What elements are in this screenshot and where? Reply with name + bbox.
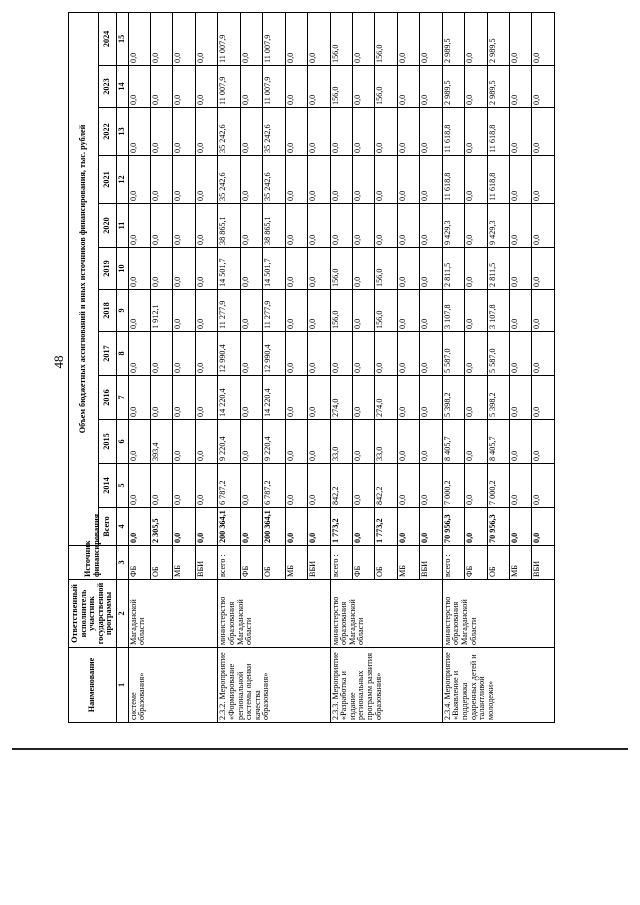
year-value-cell: 0,0 [151,204,173,248]
year-value-cell: 156,0 [330,66,352,108]
year-value-cell: 0,0 [397,464,419,508]
bottom-rule [12,748,628,750]
year-value-cell: 0,0 [375,204,397,248]
year-value-cell: 156,0 [375,248,397,290]
year-value-cell: 11 007,9 [218,66,240,108]
year-value-cell: 11 277,9 [263,290,285,332]
year-value-cell: 11 007,9 [263,66,285,108]
funding-source: ВБИ [195,546,217,580]
year-value-cell: 0,0 [173,12,195,65]
year-value-cell: 0,0 [151,332,173,376]
year-value-cell: 0,0 [308,290,330,332]
year-value-cell: 11 618,8 [487,156,509,204]
year-value-cell: 0,0 [285,420,307,464]
year-value-cell: 0,0 [510,66,532,108]
year-value-cell: 0,0 [173,248,195,290]
year-value-cell: 11 618,8 [487,108,509,156]
column-number: 7 [117,376,129,420]
year-value-cell: 0,0 [285,108,307,156]
funding-source: ОБ [487,546,509,580]
total-cell: 0,0 [397,508,419,546]
year-value-cell: 35 242,6 [218,156,240,204]
year-value-cell: 0,0 [397,332,419,376]
year-value-cell: 0,0 [173,290,195,332]
year-value-cell: 156,0 [375,290,397,332]
measure-name: системе образования» [128,648,218,723]
year-value-cell: 0,0 [397,204,419,248]
year-value-cell: 0,0 [352,420,374,464]
year-value-cell: 0,0 [330,108,352,156]
year-value-cell: 156,0 [330,290,352,332]
year-value-cell: 0,0 [420,12,442,65]
responsible-executor: министерство образования Магаданской области [442,580,554,648]
rotated-table-wrapper [68,13,555,723]
year-value-cell: 0,0 [240,464,262,508]
total-cell: 0,0 [510,508,532,546]
total-cell: 0,0 [195,508,217,546]
year-value-cell: 1 912,1 [151,290,173,332]
header-year: 2017 [99,332,117,376]
year-value-cell: 0,0 [532,156,555,204]
year-value-cell: 0,0 [151,376,173,420]
year-value-cell: 0,0 [375,156,397,204]
year-value-cell: 0,0 [397,12,419,65]
year-value-cell: 0,0 [308,108,330,156]
year-value-cell: 0,0 [128,108,150,156]
year-value-cell: 842,2 [330,464,352,508]
column-number: 6 [117,420,129,464]
year-value-cell: 0,0 [420,204,442,248]
year-value-cell: 35 242,6 [218,108,240,156]
year-value-cell: 0,0 [240,332,262,376]
year-value-cell: 0,0 [465,248,487,290]
total-cell: 0,0 [285,508,307,546]
header-year: 2018 [99,290,117,332]
total-cell: 1 773,2 [375,508,397,546]
year-value-cell: 3 107,8 [442,290,464,332]
year-value-cell: 0,0 [352,248,374,290]
responsible-executor: Магаданской области [128,580,218,648]
year-value-cell: 0,0 [151,108,173,156]
year-value-cell: 0,0 [510,204,532,248]
year-value-cell: 2 989,5 [442,66,464,108]
year-value-cell: 2 989,5 [442,12,464,65]
year-value-cell: 0,0 [308,248,330,290]
year-value-cell: 0,0 [465,376,487,420]
year-value-cell: 0,0 [285,332,307,376]
total-cell: 0,0 [240,508,262,546]
year-value-cell: 35 242,6 [263,108,285,156]
year-value-cell: 0,0 [128,376,150,420]
year-value-cell: 0,0 [128,420,150,464]
funding-source: ФБ [465,546,487,580]
year-value-cell: 0,0 [465,66,487,108]
year-value-cell: 0,0 [285,248,307,290]
year-value-cell: 0,0 [510,464,532,508]
year-value-cell: 5 587,0 [442,332,464,376]
measure-name: 2.3.3. Мероприятие «Разработка и издание региональных программ развития образования» [330,648,442,723]
year-value-cell: 0,0 [352,332,374,376]
year-value-cell: 11 618,8 [442,156,464,204]
year-value-cell: 0,0 [128,156,150,204]
funding-source: ОБ [151,546,173,580]
year-value-cell: 0,0 [420,420,442,464]
year-value-cell: 0,0 [330,332,352,376]
year-value-cell: 9 429,3 [487,204,509,248]
year-value-cell: 35 242,6 [263,156,285,204]
column-number: 15 [117,12,129,65]
financing-table [68,12,555,723]
total-cell: 1 773,2 [330,508,352,546]
year-value-cell: 0,0 [285,464,307,508]
year-value-cell: 2 989,5 [487,66,509,108]
column-number: 4 [117,508,129,546]
year-value-cell: 11 007,9 [218,12,240,65]
year-value-cell: 7 000,2 [442,464,464,508]
year-value-cell: 0,0 [240,156,262,204]
year-value-cell: 11 277,9 [218,290,240,332]
header-year: 2021 [99,156,117,204]
year-value-cell: 0,0 [173,332,195,376]
year-value-cell: 0,0 [173,66,195,108]
column-number: 9 [117,290,129,332]
year-value-cell: 0,0 [510,156,532,204]
year-value-cell: 0,0 [128,464,150,508]
year-value-cell: 0,0 [375,108,397,156]
year-value-cell: 7 000,2 [487,464,509,508]
column-number: 5 [117,464,129,508]
year-value-cell: 0,0 [151,12,173,65]
year-value-cell: 0,0 [308,420,330,464]
year-value-cell: 842,2 [375,464,397,508]
year-value-cell: 0,0 [128,332,150,376]
year-value-cell: 0,0 [532,290,555,332]
year-value-cell: 0,0 [240,108,262,156]
year-value-cell: 0,0 [397,420,419,464]
year-value-cell: 0,0 [510,12,532,65]
year-value-cell: 0,0 [420,108,442,156]
year-value-cell: 0,0 [151,66,173,108]
funding-source: ФБ [352,546,374,580]
year-value-cell: 0,0 [465,290,487,332]
year-value-cell: 0,0 [532,108,555,156]
year-value-cell: 14 220,4 [218,376,240,420]
total-cell: 200 364,1 [218,508,240,546]
year-value-cell: 0,0 [532,248,555,290]
year-value-cell: 0,0 [397,290,419,332]
year-value-cell: 6 787,2 [263,464,285,508]
year-value-cell: 3 107,8 [487,290,509,332]
year-value-cell: 0,0 [240,248,262,290]
year-value-cell: 0,0 [173,156,195,204]
funding-source: ФБ [128,546,150,580]
year-value-cell: 0,0 [352,156,374,204]
year-value-cell: 0,0 [151,464,173,508]
year-value-cell: 0,0 [285,290,307,332]
year-value-cell: 0,0 [240,204,262,248]
funding-source: всего : [218,546,240,580]
year-value-cell: 0,0 [151,248,173,290]
year-value-cell: 156,0 [330,248,352,290]
year-value-cell: 0,0 [195,376,217,420]
year-value-cell: 0,0 [195,204,217,248]
year-value-cell: 0,0 [128,12,150,65]
year-value-cell: 0,0 [240,12,262,65]
header-year: 2019 [99,248,117,290]
year-value-cell: 0,0 [240,66,262,108]
header-year: 2022 [99,108,117,156]
year-value-cell: 0,0 [308,66,330,108]
year-value-cell: 0,0 [352,12,374,65]
year-value-cell: 0,0 [308,464,330,508]
funding-source: ВБИ [532,546,555,580]
year-value-cell: 0,0 [195,464,217,508]
year-value-cell: 9 220,4 [263,420,285,464]
column-number: 1 [117,648,129,723]
total-cell: 0,0 [128,508,150,546]
year-value-cell: 0,0 [308,332,330,376]
year-value-cell: 14 501,7 [263,248,285,290]
year-value-cell: 0,0 [195,332,217,376]
year-value-cell: 0,0 [240,420,262,464]
header-year: 2023 [99,66,117,108]
year-value-cell: 0,0 [285,204,307,248]
year-value-cell: 156,0 [375,12,397,65]
year-value-cell: 0,0 [195,290,217,332]
year-value-cell: 0,0 [285,12,307,65]
funding-source: МБ [173,546,195,580]
year-value-cell: 0,0 [128,204,150,248]
year-value-cell: 0,0 [352,464,374,508]
header-year: 2016 [99,376,117,420]
year-value-cell: 0,0 [128,248,150,290]
measure-name: 2.3.2. Мероприятие «Формирование региональной системы оценки качества образования» [218,648,330,723]
header-year: 2014 [99,464,117,508]
year-value-cell: 0,0 [173,376,195,420]
column-number: 8 [117,332,129,376]
table-row [330,12,352,722]
year-value-cell: 0,0 [510,376,532,420]
column-number: 10 [117,248,129,290]
year-value-cell: 5 398,2 [487,376,509,420]
year-value-cell: 274,0 [330,376,352,420]
year-value-cell: 0,0 [128,66,150,108]
year-value-cell: 0,0 [465,156,487,204]
year-value-cell: 0,0 [330,156,352,204]
year-value-cell: 0,0 [352,108,374,156]
year-value-cell: 8 405,7 [487,420,509,464]
funding-source: МБ [397,546,419,580]
year-value-cell: 0,0 [510,108,532,156]
year-value-cell: 0,0 [532,464,555,508]
year-value-cell: 0,0 [397,66,419,108]
year-value-cell: 0,0 [397,156,419,204]
funding-source: всего : [330,546,352,580]
year-value-cell: 0,0 [352,66,374,108]
header-volume: Объем бюджетных ассигнований и иных источников финансирования, тыс. рублей [69,12,99,545]
year-value-cell: 38 865,1 [263,204,285,248]
column-number: 11 [117,204,129,248]
year-value-cell: 0,0 [195,420,217,464]
year-value-cell: 0,0 [532,12,555,65]
column-number: 3 [117,546,129,580]
year-value-cell: 156,0 [375,66,397,108]
year-value-cell: 0,0 [532,376,555,420]
year-value-cell: 0,0 [285,156,307,204]
year-value-cell: 0,0 [308,376,330,420]
header-year: 2020 [99,204,117,248]
header-name: Наименование [69,648,117,723]
year-value-cell: 2 811,5 [442,248,464,290]
year-value-cell: 0,0 [420,464,442,508]
year-value-cell: 11 007,9 [263,12,285,65]
year-value-cell: 9 429,3 [442,204,464,248]
year-value-cell: 11 618,8 [442,108,464,156]
year-value-cell: 9 220,4 [218,420,240,464]
year-value-cell: 12 990,4 [263,332,285,376]
year-value-cell: 0,0 [510,332,532,376]
page-number: 48 [51,355,66,369]
funding-source: ВБИ [420,546,442,580]
column-number: 14 [117,66,129,108]
year-value-cell: 0,0 [195,108,217,156]
year-value-cell: 0,0 [532,66,555,108]
year-value-cell: 0,0 [510,420,532,464]
year-value-cell: 0,0 [352,204,374,248]
funding-source: всего : [442,546,464,580]
year-value-cell: 0,0 [532,420,555,464]
total-cell: 70 956,3 [442,508,464,546]
year-value-cell: 0,0 [173,420,195,464]
year-value-cell: 0,0 [465,204,487,248]
year-value-cell: 0,0 [397,376,419,420]
year-value-cell: 0,0 [420,290,442,332]
year-value-cell: 0,0 [510,290,532,332]
year-value-cell: 0,0 [465,332,487,376]
funding-source: МБ [285,546,307,580]
table-row [442,12,464,722]
year-value-cell: 0,0 [195,12,217,65]
year-value-cell: 0,0 [465,12,487,65]
year-value-cell: 0,0 [240,376,262,420]
year-value-cell: 0,0 [420,376,442,420]
year-value-cell: 0,0 [308,204,330,248]
year-value-cell: 0,0 [240,290,262,332]
responsible-executor: министерство образования Магаданской области [218,580,330,648]
table-row [128,12,150,722]
year-value-cell: 0,0 [532,204,555,248]
year-value-cell: 0,0 [375,332,397,376]
year-value-cell: 0,0 [397,248,419,290]
total-cell: 200 364,1 [263,508,285,546]
year-value-cell: 14 501,7 [218,248,240,290]
table-row [218,12,240,722]
year-value-cell: 0,0 [420,332,442,376]
header-source: Источник финансирования [69,546,117,580]
responsible-executor: министерство образования Магаданской области [330,580,442,648]
year-value-cell: 8 405,7 [442,420,464,464]
total-cell: 0,0 [420,508,442,546]
measure-name: 2.3.4. Мероприятие «Выявление и поддержка одаренных детей и талантливой молодежи» [442,648,554,723]
funding-source: ФБ [240,546,262,580]
year-value-cell: 0,0 [308,156,330,204]
header-total: Всего [99,508,117,546]
year-value-cell: 0,0 [420,248,442,290]
year-value-cell: 0,0 [173,204,195,248]
total-cell: 0,0 [465,508,487,546]
year-value-cell: 33,0 [375,420,397,464]
year-value-cell: 0,0 [420,156,442,204]
funding-source: ВБИ [308,546,330,580]
year-value-cell: 0,0 [285,376,307,420]
total-cell: 0,0 [352,508,374,546]
year-value-cell: 0,0 [330,204,352,248]
year-value-cell: 156,0 [330,12,352,65]
year-value-cell: 0,0 [352,290,374,332]
year-value-cell: 6 787,2 [218,464,240,508]
year-value-cell: 0,0 [352,376,374,420]
year-value-cell: 0,0 [285,66,307,108]
funding-source: ОБ [375,546,397,580]
year-value-cell: 0,0 [195,66,217,108]
header-executor: Ответственный исполнитель участник государственной программы [69,580,117,648]
year-value-cell: 393,4 [151,420,173,464]
year-value-cell: 0,0 [510,248,532,290]
funding-source: ОБ [263,546,285,580]
year-value-cell: 0,0 [128,290,150,332]
year-value-cell: 38 865,1 [218,204,240,248]
year-value-cell: 0,0 [151,156,173,204]
year-value-cell: 0,0 [532,332,555,376]
header-year: 2024 [99,12,117,65]
column-number: 12 [117,156,129,204]
year-value-cell: 0,0 [173,108,195,156]
total-cell: 0,0 [308,508,330,546]
total-cell: 2 305,5 [151,508,173,546]
year-value-cell: 0,0 [173,464,195,508]
year-value-cell: 14 220,4 [263,376,285,420]
total-cell: 0,0 [173,508,195,546]
year-value-cell: 274,0 [375,376,397,420]
year-value-cell: 5 587,0 [487,332,509,376]
year-value-cell: 0,0 [465,108,487,156]
year-value-cell: 0,0 [465,420,487,464]
year-value-cell: 12 990,4 [218,332,240,376]
header-year: 2015 [99,420,117,464]
column-number: 2 [117,580,129,648]
column-number: 13 [117,108,129,156]
total-cell: 70 956,3 [487,508,509,546]
year-value-cell: 0,0 [308,12,330,65]
year-value-cell: 0,0 [195,156,217,204]
year-value-cell: 2 811,5 [487,248,509,290]
funding-source: МБ [510,546,532,580]
total-cell: 0,0 [532,508,555,546]
year-value-cell: 0,0 [397,108,419,156]
year-value-cell: 5 398,2 [442,376,464,420]
year-value-cell: 2 989,5 [487,12,509,65]
year-value-cell: 0,0 [420,66,442,108]
year-value-cell: 0,0 [465,464,487,508]
year-value-cell: 33,0 [330,420,352,464]
year-value-cell: 0,0 [195,248,217,290]
